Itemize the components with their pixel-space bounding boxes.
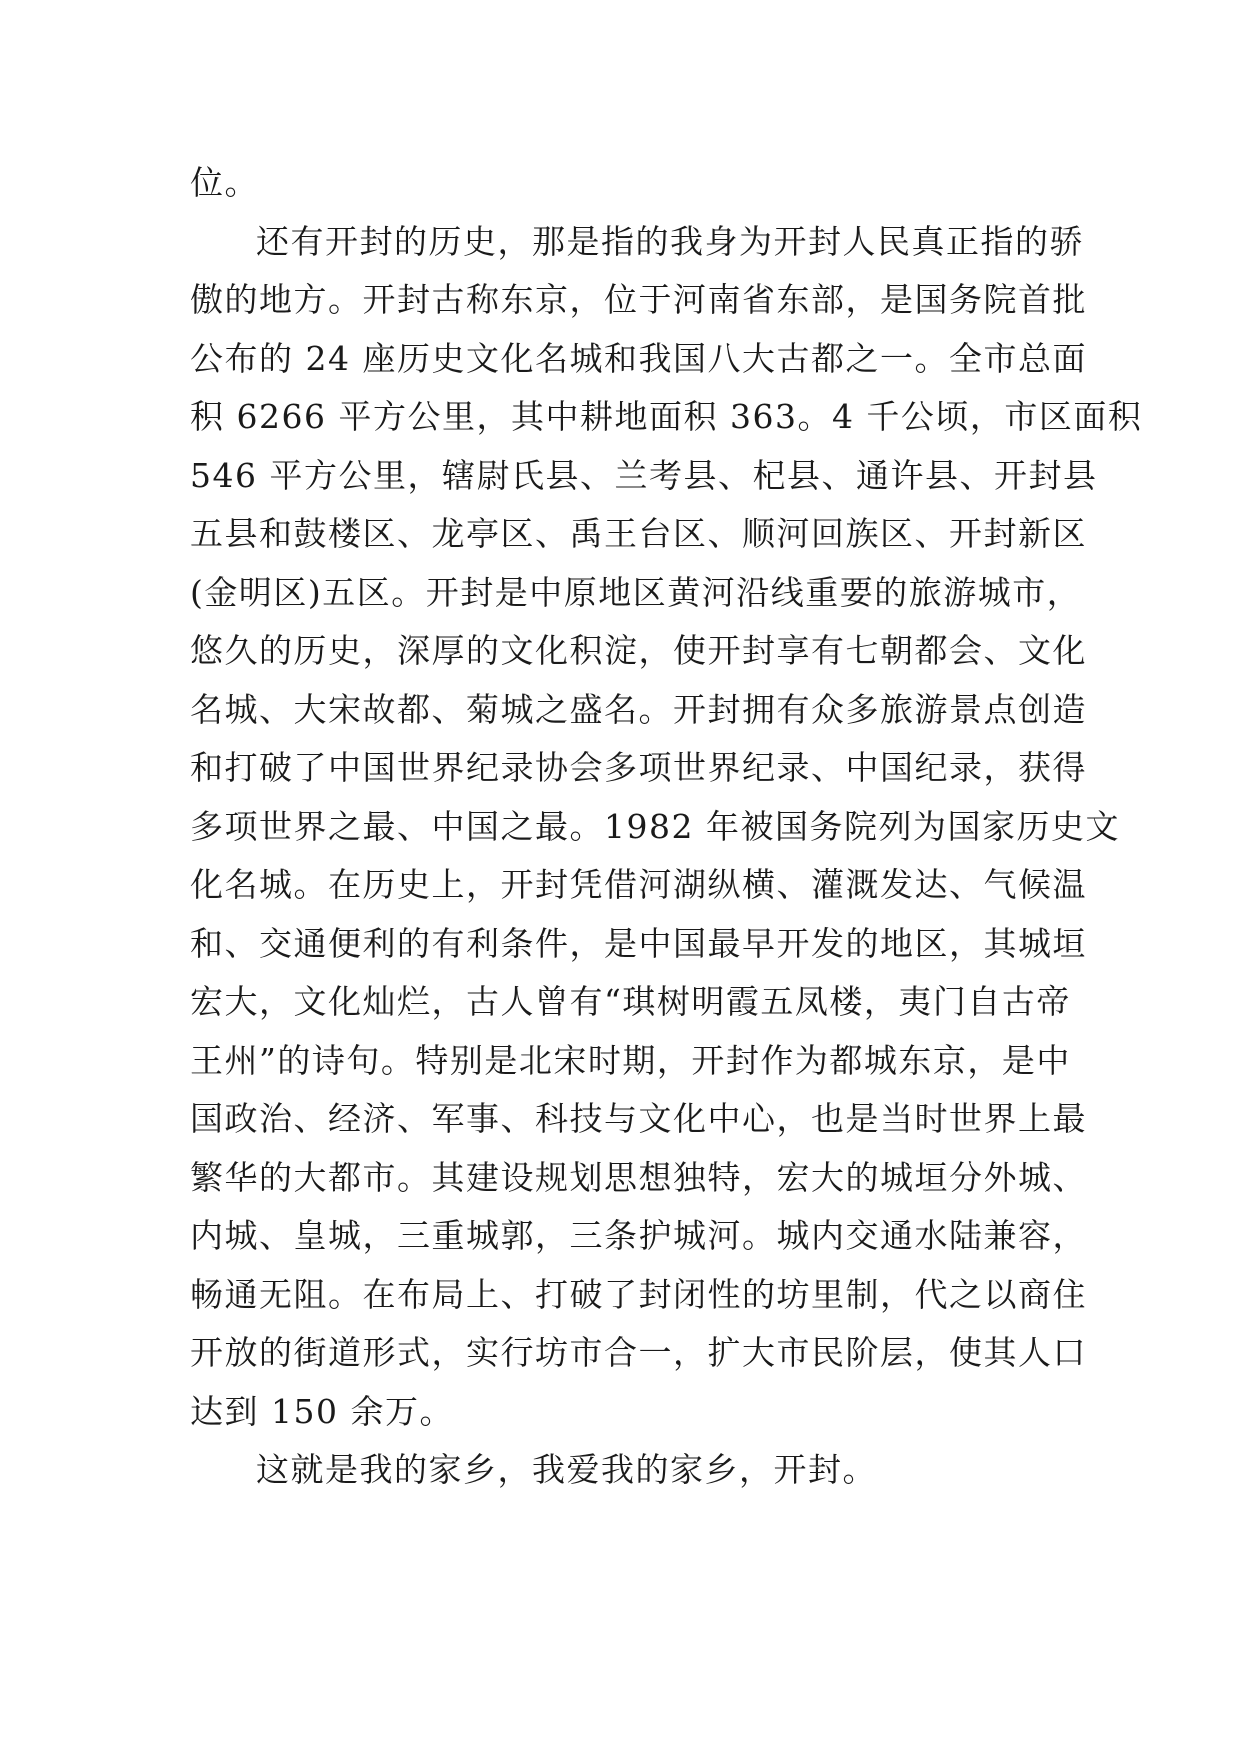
text-line: 五县和鼓楼区、龙亭区、禹王台区、顺河回族区、开封新区 bbox=[190, 514, 1087, 553]
text-line: 积 6266 平方公里，其中耕地面积 363。4 千公顷，市区面积 bbox=[190, 397, 1143, 436]
text-line: 和、交通便利的有利条件，是中国最早开发的地区，其城垣 bbox=[190, 924, 1087, 963]
text-line: 内城、皇城，三重城郭，三条护城河。城内交通水陆兼容， bbox=[190, 1216, 1087, 1255]
closing-paragraph-line: 这就是我的家乡，我爱我的家乡，开封。 bbox=[256, 1450, 877, 1489]
paragraph-start-line: 还有开封的历史，那是指的我身为开封人民真正指的骄 bbox=[256, 222, 1084, 261]
text-line: 和打破了中国世界纪录协会多项世界纪录、中国纪录，获得 bbox=[190, 748, 1087, 787]
text-line: 开放的街道形式，实行坊市合一，扩大市民阶层，使其人口 bbox=[190, 1333, 1087, 1372]
text-line: 悠久的历史，深厚的文化积淀，使开封享有七朝都会、文化 bbox=[190, 631, 1087, 670]
text-line: 化名城。在历史上，开封凭借河湖纵横、灌溉发达、气候温 bbox=[190, 865, 1087, 904]
text-line: 国政治、经济、军事、科技与文化中心，也是当时世界上最 bbox=[190, 1099, 1087, 1138]
text-line: 王州”的诗句。特别是北宋时期，开封作为都城东京，是中 bbox=[190, 1041, 1071, 1080]
text-line: (金明区)五区。开封是中原地区黄河沿线重要的旅游城市， bbox=[190, 573, 1082, 612]
text-line: 傲的地方。开封古称东京，位于河南省东部，是国务院首批 bbox=[190, 280, 1087, 319]
text-line: 名城、大宋故都、菊城之盛名。开封拥有众多旅游景点创造 bbox=[190, 690, 1087, 729]
text-line: 546 平方公里，辖尉氏县、兰考县、杞县、通许县、开封县 bbox=[190, 456, 1098, 495]
text-line: 畅通无阻。在布局上、打破了封闭性的坊里制，代之以商住 bbox=[190, 1275, 1087, 1314]
text-line: 宏大，文化灿烂，古人曾有“琪树明霞五凤楼，夷门自古帝 bbox=[190, 982, 1071, 1021]
text-line: 位。 bbox=[190, 163, 259, 202]
text-line: 达到 150 余万。 bbox=[190, 1392, 454, 1431]
text-line: 公布的 24 座历史文化名城和我国八大古都之一。全市总面 bbox=[190, 339, 1087, 378]
text-line: 多项世界之最、中国之最。1982 年被国务院列为国家历史文 bbox=[190, 807, 1120, 846]
text-line: 繁华的大都市。其建设规划思想独特，宏大的城垣分外城、 bbox=[190, 1158, 1087, 1197]
